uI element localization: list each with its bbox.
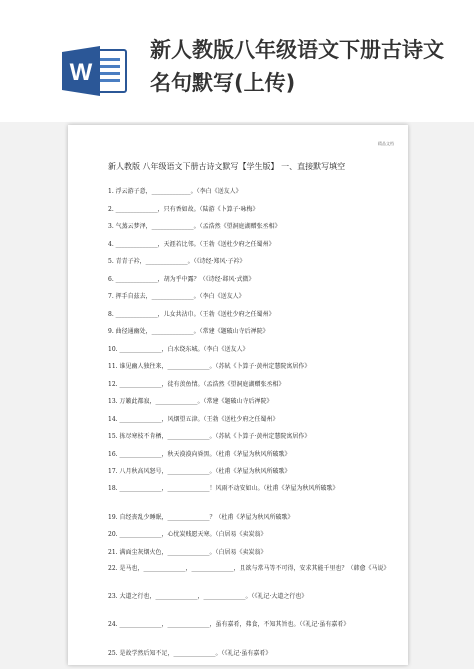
question-line: 22. 是马也，______________，______________，且欲与常马等不可得，安求其能千里也？（韩愈《马说》 [108,565,390,572]
question-line: 1. 浮云游子意，_____________。（李白《送友人》 [108,188,242,195]
word-icon-letter: W [69,59,93,86]
corner-note: 精品文档 [378,141,394,146]
document-page [68,125,408,665]
question-line: 3. 气蒸云梦泽，______________。（孟浩然《望洞庭湖赠张丞相》 [108,223,281,230]
question-line: 19. 自经丧乱少睡眠，______________？（杜甫《茅屋为秋风所破歌》 [108,513,294,521]
question-line: 12. ______________，徒有羡鱼情。（孟浩然《望洞庭湖赠张丞相》 [108,380,285,388]
question-line: 18. ______________，______________！风雨不动安如山。（杜甫《茅屋为秋风所破歌》 [108,484,339,492]
question-line: 5. 青青子衿，______________。（《诗经·郑风·子衿》 [108,258,246,265]
word-document-icon [60,44,130,98]
question-line: 24. ______________，______________，虽有嘉肴，弗食，不知其旨也。（《礼记·虽有嘉肴》 [108,621,350,628]
question-line: 10. ______________，白水绕东城。（李白《送友人》 [108,345,249,353]
question-line: 9. 曲径通幽处，______________。（常建《题破山寺后禅院》 [108,328,269,335]
document-heading: 新人教版 八年级语文下册古诗文默写【学生版】 一、直接默写填空 [108,162,346,171]
question-line: 11. 谁见幽人独往来，______________。（苏轼《卜算子·黄州定慧院寓居作》 [108,363,311,370]
question-line: 16. ______________，秋天漠漠向昏黑。（杜甫《茅屋为秋风所破歌》 [108,450,291,458]
question-line: 7. 挥手自兹去，______________。（李白《送友人》 [108,293,245,300]
question-line: 23. 大道之行也，______________，______________。（《礼记·大道之行也》 [108,593,308,600]
header [0,0,474,120]
question-line: 17. 八月秋高风怒号，______________。（杜甫《茅屋为秋风所破歌》 [108,468,291,475]
question-line: 8. ______________，儿女共沾巾。（王勃《送杜少府之任蜀州》 [108,310,275,318]
question-line: 6. ______________，胡为乎中露？（《诗经·邶风·式微》 [108,275,255,283]
question-line: 15. 拣尽寒枝不肯栖，______________。（苏轼《卜算子·黄州定慧院寓居作》 [108,433,311,440]
question-line: 14. ______________，风烟望五津。（王勃《送杜少府之任蜀州》 [108,415,279,423]
question-line: 20. ______________，心忧炭贱愿天寒。（白居易《卖炭翁》 [108,531,267,538]
question-line: 25. 是故学然后知不足，______________。（《礼记·虽有嘉肴》 [108,650,272,657]
question-line: 4. ______________，天涯若比邻。（王勃《送杜少府之任蜀州》 [108,240,275,248]
question-line: 2. ______________，只有香如故。（陆游《卜算子·咏梅》 [108,205,259,213]
page-title: 新人教版八年级语文下册古诗文名句默写(上传) [150,38,444,95]
question-line: 21. 满面尘灰烟火色，______________。（白居易《卖炭翁》 [108,548,267,556]
question-line: 13. 万籁此都寂，______________。（常建《题破山寺后禅院》 [108,398,273,405]
question-list [108,183,403,663]
